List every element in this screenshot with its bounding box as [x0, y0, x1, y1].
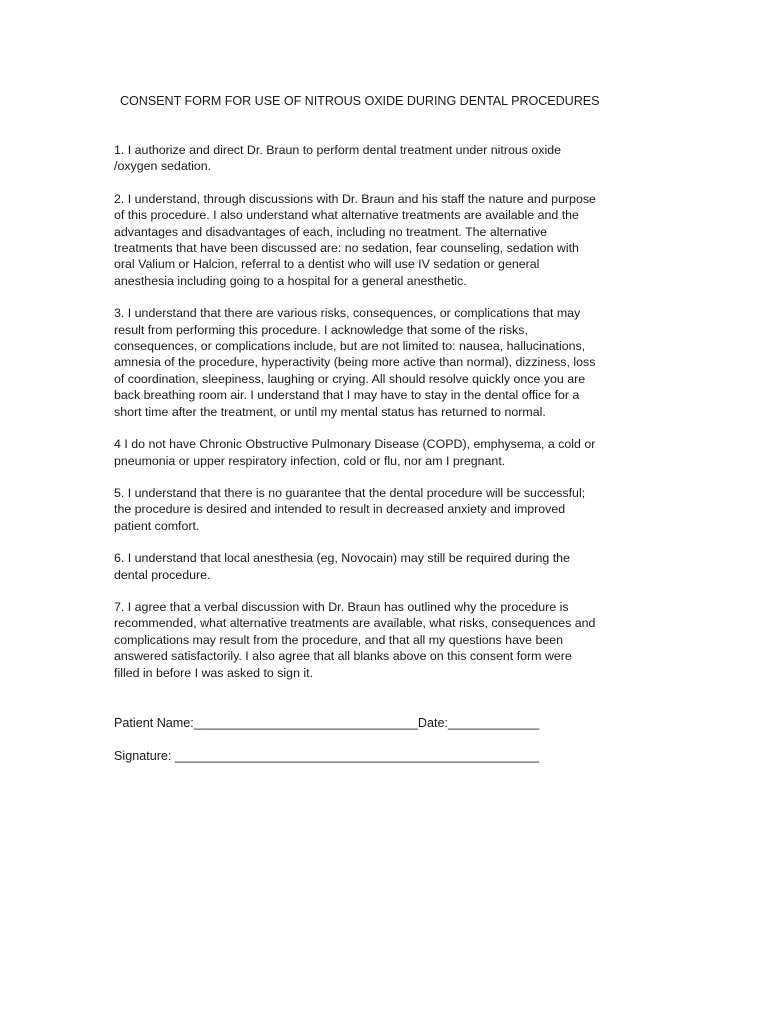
form-body [114, 142, 644, 697]
form-title: CONSENT FORM FOR USE OF NITROUS OXIDE DURING DENTAL PROCEDURES [120, 94, 600, 108]
signature-field[interactable]: Signature: ____________________________________________________ [114, 749, 540, 763]
paragraph-health-conditions: 4 I do not have Chronic Obstructive Pulmonary Disease (COPD), emphysema, a cold or pneumonia or upper respiratory infection, cold or flu, nor am I pregnant. [114, 437, 596, 468]
signature-section [114, 715, 644, 781]
paragraph-local-anesthesia: 6. I understand that local anesthesia (eg, Novocain) may still be required during the dental procedure. [114, 551, 570, 582]
paragraph-agreement: 7. I agree that a verbal discussion with Dr. Braun has outlined why the procedure is recommended, what alternative treatments are available, what risks, consequences and complications may result from the procedure, and that all my questions have been answered satisfactorily. I also agree that all blanks above on this consent form were filled in before I was asked to sign it. [114, 599, 596, 680]
patient-name-date-field[interactable]: Patient Name:________________________________Date:_____________ [114, 716, 540, 730]
paragraph-no-guarantee: 5. I understand that there is no guarantee that the dental procedure will be successful; the procedure is desired and intended to result in decreased anxiety and improved patient comfort. [114, 485, 586, 533]
paragraph-alternatives: 2. I understand, through discussions with Dr. Braun and his staff the nature and purpose of this procedure. I also understand what alternative treatments are available and the advantages and disadvantages of each, including no treatment. The alternative treatments that have been discussed are: no sedation, fear counseling, sedation with oral Valium or Halcion, referral to a dentist who will use IV sedation or general anesthesia including going to a hospital for a general anesthetic. [114, 191, 596, 288]
paragraph-risks: 3. I understand that there are various risks, consequences, or complications that may result from performing this procedure. I acknowledge that some of the risks, consequences, or complications include, but are not limited to: nausea, hallucinations, amnesia of the procedure, hyperactivity (being more active than normal), dizziness, loss of coordination, sleepiness, laughing or crying. All should resolve quickly once you are back breathing room air. I understand that I may have to stay in the dental office for a short time after the treatment, or until my mental status has returned to normal. [114, 306, 596, 419]
paragraph-authorization: 1. I authorize and direct Dr. Braun to perform dental treatment under nitrous oxide /oxygen sedation. [114, 143, 561, 174]
